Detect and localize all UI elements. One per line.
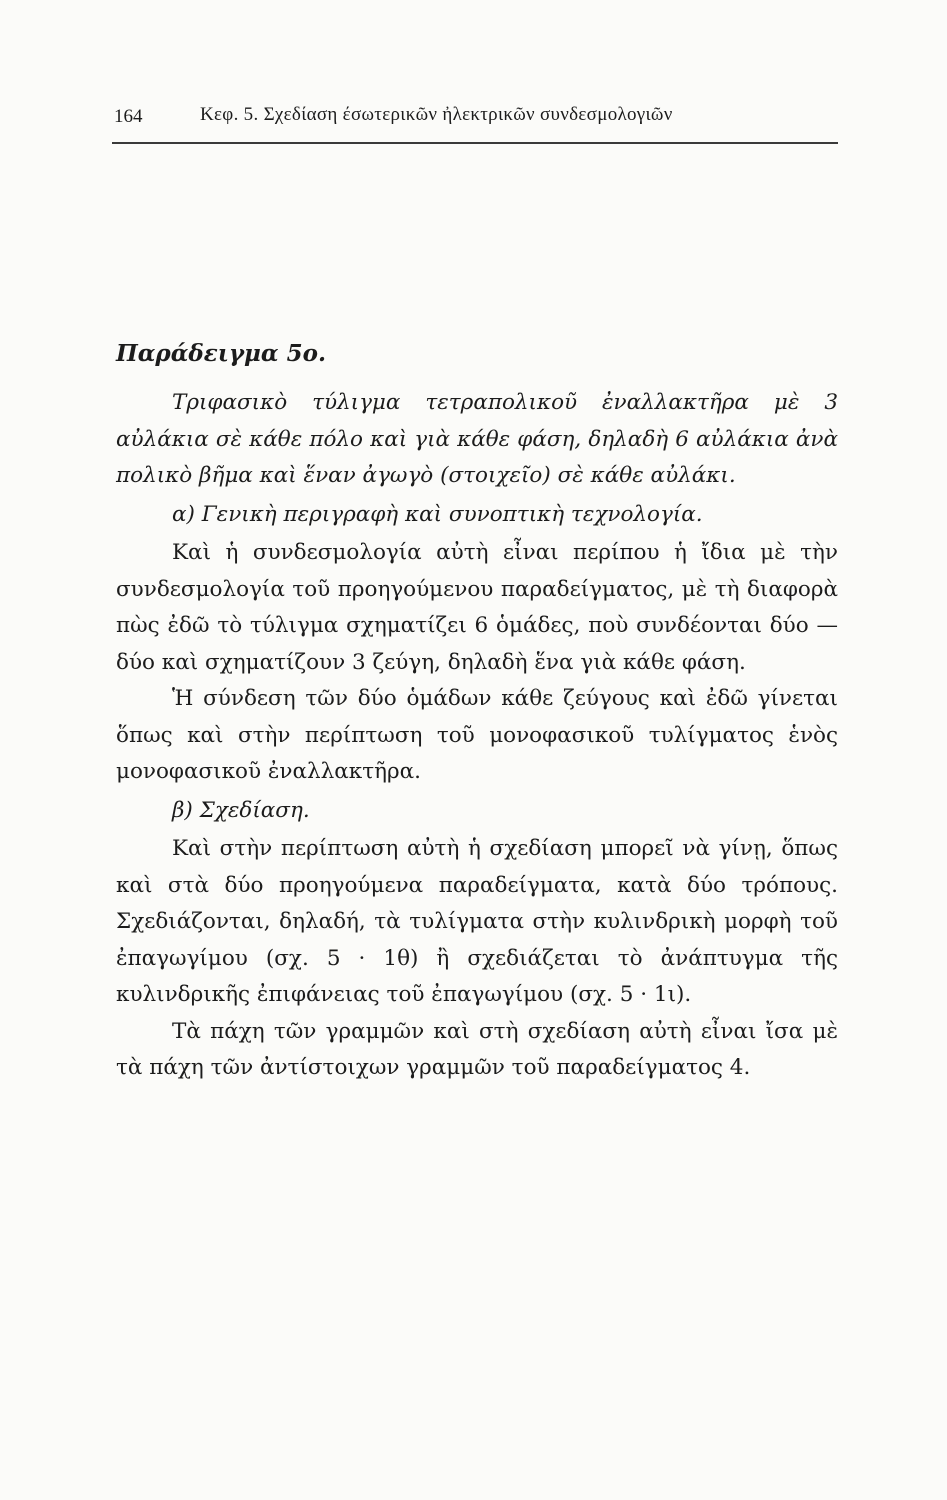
section-b-heading: β) Σχεδίαση. [172, 797, 310, 823]
page-body [116, 340, 838, 1087]
example-title: Παράδειγμα 5ο. [116, 340, 326, 367]
page-number: 164 [114, 106, 143, 127]
section-a-paragraph-1: Καὶ ἡ συνδεσμολογία αὐτὴ εἶναι περίπου ἡ ἴδια μὲ τὴν συνδεσμολογία τοῦ προηγούμενου παραδείγματος, μὲ τὴ διαφορὰ πὼς ἐδῶ τὸ τύλιγμα σχηματίζει 6 ὁμάδες, ποὺ συνδέονται δύο — δύο καὶ σχηματίζουν 3 ζεύγη, δηλαδὴ ἕνα γιὰ κάθε φάση. [116, 540, 838, 675]
page-header [112, 96, 838, 144]
section-b-paragraph-2: Τὰ πάχη τῶν γραμμῶν καὶ στὴ σχεδίαση αὐτὴ εἶναι ἴσα μὲ τὰ πάχη τῶν ἀντίστοιχων γραμμῶν τοῦ παραδείγματος 4. [116, 1018, 838, 1080]
section-b-paragraph-1: Καὶ στὴν περίπτωση αὐτὴ ἡ σχεδίαση μπορεῖ νὰ γίνῃ, ὅπως καὶ στὰ δύο προηγούμενα παραδείγματα, κατὰ δύο τρόπους. Σχεδιάζονται, δηλαδή, τὰ τυλίγματα στὴν κυλινδρικὴ μορφὴ τοῦ ἐπαγωγίμου (σχ. 5 · 1θ) ἢ σχεδιάζεται τὸ ἀνάπτυγμα τῆς κυλινδρικῆς ἐπιφάνειας τοῦ ἐπαγωγίμου (σχ. 5 · 1ι). [116, 836, 838, 1007]
running-title: Κεφ. 5. Σχεδίαση έσωτερικῶν ἠλεκτρικῶν συνδεσμολογιῶν [200, 104, 673, 125]
section-a-heading: α) Γενικὴ περιγραφὴ καὶ συνοπτικὴ τεχνολογία. [172, 501, 703, 527]
example-intro: Τριφασικὸ τύλιγμα τετραπολικοῦ ἐναλλακτῆρα μὲ 3 αὐλάκια σὲ κάθε πόλο καὶ γιὰ κάθε φάση, δηλαδὴ 6 αὐλάκια ἀνὰ πολικὸ βῆμα καὶ ἕναν ἀγωγὸ (στοιχεῖο) σὲ κάθε αὐλάκι. [116, 390, 838, 488]
section-a-paragraph-2: Ἡ σύνδεση τῶν δύο ὁμάδων κάθε ζεύγους καὶ ἐδῶ γίνεται ὅπως καὶ στὴν περίπτωση τοῦ μονοφασικοῦ τυλίγματος ἑνὸς μονοφασικοῦ ἐναλλακτῆρα. [116, 686, 838, 784]
